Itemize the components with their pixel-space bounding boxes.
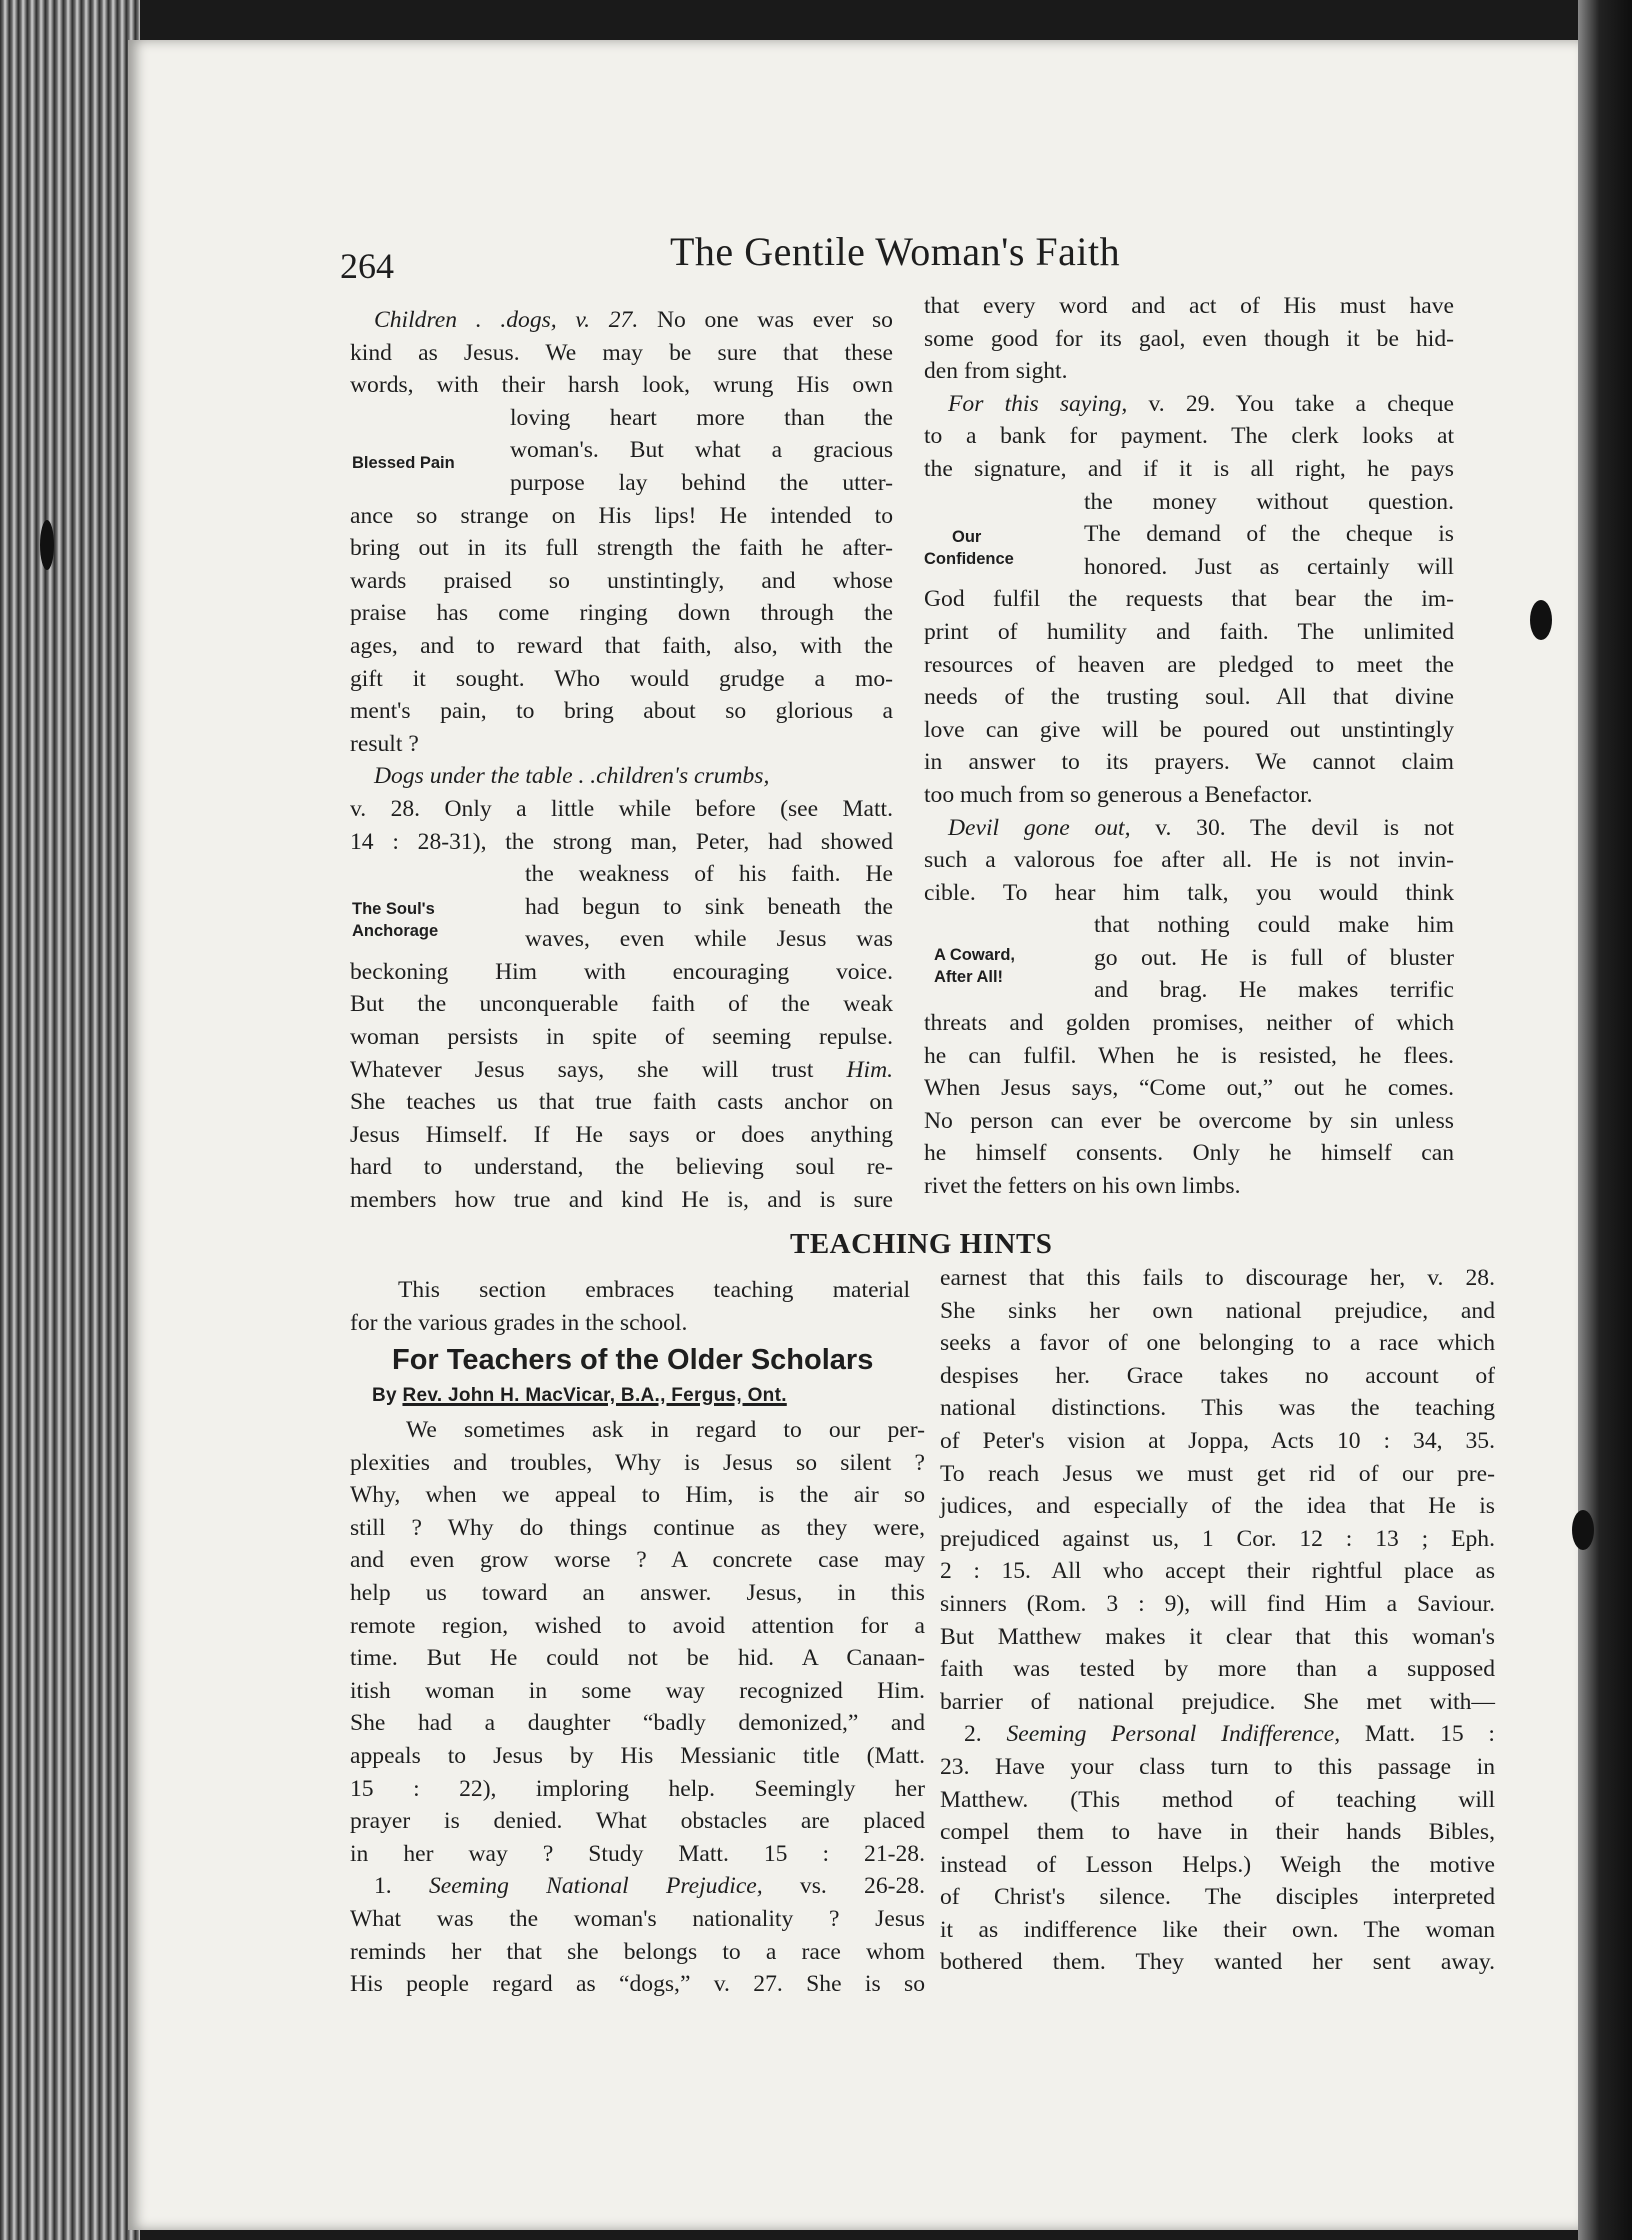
text-line: words, with their harsh look, wrung His own <box>350 372 893 399</box>
text-run: vs. 26-28. <box>762 1873 925 1900</box>
left-column-top <box>350 304 893 1217</box>
text-line: to a bank for payment. The clerk looks at <box>924 423 1454 450</box>
text-line <box>350 760 893 793</box>
text-line: She teaches us that true faith casts anchor on <box>350 1089 893 1116</box>
text-line: 15 : 22), imploring help. Seemingly her <box>350 1775 925 1802</box>
text-line: and brag. He makes terrific <box>1094 977 1454 1004</box>
text-line: instead of Lesson Helps.) Weigh the motive <box>940 1851 1495 1878</box>
text-run: Children . .dogs, v. 27. <box>374 307 639 333</box>
text-line: in answer to its prayers. We cannot claim <box>924 749 1454 776</box>
text-line: national distinctions. This was the teaching <box>940 1395 1495 1422</box>
text-line: of Peter's vision at Joppa, Acts 10 : 34, 35. <box>940 1427 1495 1454</box>
text-line: earnest that this fails to discourage her, v. 28. <box>940 1265 1495 1291</box>
sidenote-line: A Coward, <box>934 946 1015 964</box>
punch-hole-mark <box>1530 600 1552 640</box>
text-line: he can fulfil. When he is resisted, he flees. <box>924 1042 1454 1069</box>
text-line: the money without question. <box>1084 488 1454 515</box>
text-line: still ? Why do things continue as they were, <box>350 1514 925 1541</box>
text-line: 14 : 28-31), the strong man, Peter, had showed <box>350 828 893 855</box>
sidenote-souls-anchorage <box>352 898 438 942</box>
text-line <box>924 388 1454 421</box>
text-line: woman persists in spite of seeming repulse. <box>350 1024 893 1051</box>
byline-author: Rev. John H. MacVicar, B.A., Fergus, Ont. <box>402 1385 787 1406</box>
text-line: ance so strange on His lips! He intended to <box>350 502 893 529</box>
text-line: loving heart more than the <box>510 404 893 431</box>
text-line: beckoning Him with encouraging voice. <box>350 958 893 985</box>
book-page-edges <box>0 0 140 2240</box>
text-run: Him. <box>846 1056 893 1083</box>
text-line: woman's. But what a gracious <box>510 437 893 464</box>
text-line: reminds her that she belongs to a race whom <box>350 1938 925 1965</box>
text-line: despises her. Grace takes no account of <box>940 1362 1495 1389</box>
text-line: members how true and kind He is, and is sure <box>350 1187 893 1214</box>
text-line: purpose lay behind the utter- <box>510 469 893 496</box>
text-run: Devil gone out, <box>948 814 1131 841</box>
text-line: kind as Jesus. We may be sure that these <box>350 339 893 366</box>
text-line <box>350 1870 925 1903</box>
text-line: result ? <box>350 730 419 757</box>
text-line: for the various grades in the school. <box>350 1309 688 1336</box>
text-line: plexities and troubles, Why is Jesus so silent ? <box>350 1449 925 1476</box>
text-line: This section embraces teaching material <box>398 1277 910 1303</box>
sub-heading-older-scholars: For Teachers of the Older Scholars <box>392 1344 874 1376</box>
sidenote-line: Confidence <box>924 550 1014 568</box>
text-line: We sometimes ask in regard to our per- <box>406 1417 925 1443</box>
right-column-bottom <box>940 1262 1495 1979</box>
sidenote-coward <box>934 944 1015 988</box>
text-run: Seeming National Prejudice, <box>428 1873 763 1900</box>
left-column-bottom <box>350 1414 925 2001</box>
text-line: The demand of the cheque is <box>1084 521 1454 548</box>
text-run: 1. <box>374 1873 429 1900</box>
text-line: gift it sought. Who would grudge a mo- <box>350 665 893 692</box>
text-line: She had a daughter “badly demonized,” and <box>350 1710 925 1737</box>
sidenote-line: The Soul's <box>352 900 435 918</box>
right-binding-edge <box>1578 0 1632 2240</box>
text-line: No person can ever be overcome by sin unless <box>924 1107 1454 1134</box>
text-line: had begun to sink beneath the <box>525 893 893 920</box>
text-line: judices, and especially of the idea that He is <box>940 1493 1495 1520</box>
text-line: time. But He could not be hid. A Canaan- <box>350 1645 925 1672</box>
text-line: help us toward an answer. Jesus, in this <box>350 1579 925 1606</box>
text-line: print of humility and faith. The unlimited <box>924 618 1454 645</box>
text-line: Matthew. (This method of teaching will <box>940 1786 1495 1813</box>
text-line: prejudiced against us, 1 Cor. 12 : 13 ; Eph. <box>940 1525 1495 1552</box>
text-line: praise has come ringing down through the <box>350 600 893 627</box>
running-title: The Gentile Woman's Faith <box>670 229 1121 274</box>
text-line: the signature, and if it is all right, he pays <box>924 455 1454 482</box>
text-line: seeks a favor of one belonging to a race which <box>940 1330 1495 1357</box>
sidenote-line: After All! <box>934 968 1004 986</box>
text-line: sinners (Rom. 3 : 9), will find Him a Saviour. <box>940 1590 1495 1617</box>
text-line: hard to understand, the believing soul re- <box>350 1154 893 1181</box>
text-line: that every word and act of His must have <box>924 293 1454 319</box>
text-line: Jesus Himself. If He says or does anything <box>350 1121 893 1148</box>
text-line: What was the woman's nationality ? Jesus <box>350 1905 925 1932</box>
text-line: faith was tested by more than a supposed <box>940 1656 1495 1683</box>
text-line: wards praised so unstintingly, and whose <box>350 567 893 594</box>
punch-hole-mark <box>1572 1510 1594 1550</box>
text-line: cible. To hear him talk, you would think <box>924 879 1454 906</box>
text-run: Dogs under the table . .children's crumbs, <box>374 763 770 790</box>
text-line: needs of the trusting soul. All that divine <box>924 684 1454 711</box>
text-line: he himself consents. Only he himself can <box>924 1140 1454 1167</box>
text-line: When Jesus says, “Come out,” out he comes. <box>924 1075 1454 1102</box>
teaching-intro <box>350 1274 910 1339</box>
text-run: For this saying, <box>948 390 1128 417</box>
text-line: itish woman in some way recognized Him. <box>350 1677 925 1704</box>
punch-hole-mark <box>40 520 54 570</box>
text-line: go out. He is full of bluster <box>1094 944 1454 971</box>
text-line <box>350 304 893 337</box>
text-run: 2. <box>964 1721 1007 1748</box>
text-run: Matt. 15 : <box>1340 1721 1495 1748</box>
sidenote-line: Our <box>952 528 982 546</box>
text-line: such a valorous foe after all. He is not invin- <box>924 847 1454 874</box>
text-line: that nothing could make him <box>1094 912 1454 939</box>
sidenote-blessed-pain: Blessed Pain <box>352 454 455 472</box>
text-line: remote region, wished to avoid attention for a <box>350 1612 925 1639</box>
text-line: But the unconquerable faith of the weak <box>350 991 893 1018</box>
text-line: She sinks her own national prejudice, and <box>940 1297 1495 1324</box>
page-number: 264 <box>340 246 394 286</box>
text-line: But Matthew makes it clear that this woman's <box>940 1623 1495 1650</box>
text-line: resources of heaven are pledged to meet the <box>924 651 1454 678</box>
text-run: v. 30. The devil is not <box>1130 814 1454 841</box>
text-line: prayer is denied. What obstacles are placed <box>350 1808 925 1835</box>
text-line: barrier of national prejudice. She met with— <box>940 1688 1495 1715</box>
text-line: love can give will be poured out unstintingly <box>924 716 1454 743</box>
byline <box>372 1385 787 1407</box>
text-line: Why, when we appeal to Him, is the air so <box>350 1482 925 1509</box>
text-line: and even grow worse ? A concrete case may <box>350 1547 925 1574</box>
text-line: too much from so generous a Benefactor. <box>924 781 1313 808</box>
text-line <box>350 1054 893 1087</box>
text-line <box>924 812 1454 845</box>
text-line: rivet the fetters on his own limbs. <box>924 1173 1241 1200</box>
text-line: threats and golden promises, neither of which <box>924 1010 1454 1037</box>
text-line: 2 : 15. All who accept their rightful place as <box>940 1558 1495 1585</box>
text-line: of Christ's silence. The disciples interpreted <box>940 1884 1495 1911</box>
text-line: in her way ? Study Matt. 15 : 21-28. <box>350 1840 925 1867</box>
text-line: bothered them. They wanted her sent away. <box>940 1949 1495 1976</box>
text-line: God fulfil the requests that bear the im- <box>924 586 1454 613</box>
text-run: Whatever Jesus says, she will trust <box>350 1056 847 1083</box>
text-line: the weakness of his faith. He <box>525 861 893 888</box>
text-run: Seeming Personal Indifference, <box>1006 1721 1341 1748</box>
text-line: waves, even while Jesus was <box>525 926 893 953</box>
teaching-hints-heading: TEACHING HINTS <box>790 1228 1053 1260</box>
text-line: appeals to Jesus by His Messianic title (Matt. <box>350 1742 925 1769</box>
text-run: v. 29. You take a cheque <box>1127 390 1454 417</box>
text-line: compel them to have in their hands Bibles, <box>940 1819 1495 1846</box>
text-line: honored. Just as certainly will <box>1084 553 1454 580</box>
text-line: To reach Jesus we must get rid of our pre- <box>940 1460 1495 1487</box>
right-column-top <box>924 290 1454 1203</box>
text-line: His people regard as “dogs,” v. 27. She is so <box>350 1971 925 1998</box>
text-line: v. 28. Only a little while before (see Matt. <box>350 795 893 822</box>
text-line: it as indifference like their own. The woman <box>940 1916 1495 1943</box>
sidenote-line: Anchorage <box>352 922 439 940</box>
text-run: No one was ever so <box>638 307 893 333</box>
text-line: some good for its gaol, even though it be hid- <box>924 325 1454 352</box>
text-line <box>940 1718 1495 1751</box>
text-line: ages, and to reward that faith, also, with the <box>350 632 893 659</box>
sidenote-our-confidence <box>924 526 1014 570</box>
byline-by: By <box>372 1385 403 1406</box>
text-line: den from sight. <box>924 358 1068 385</box>
text-line: ment's pain, to bring about so glorious a <box>350 698 893 725</box>
text-line: 23. Have your class turn to this passage in <box>940 1753 1495 1780</box>
text-line: bring out in its full strength the faith he after- <box>350 535 893 562</box>
